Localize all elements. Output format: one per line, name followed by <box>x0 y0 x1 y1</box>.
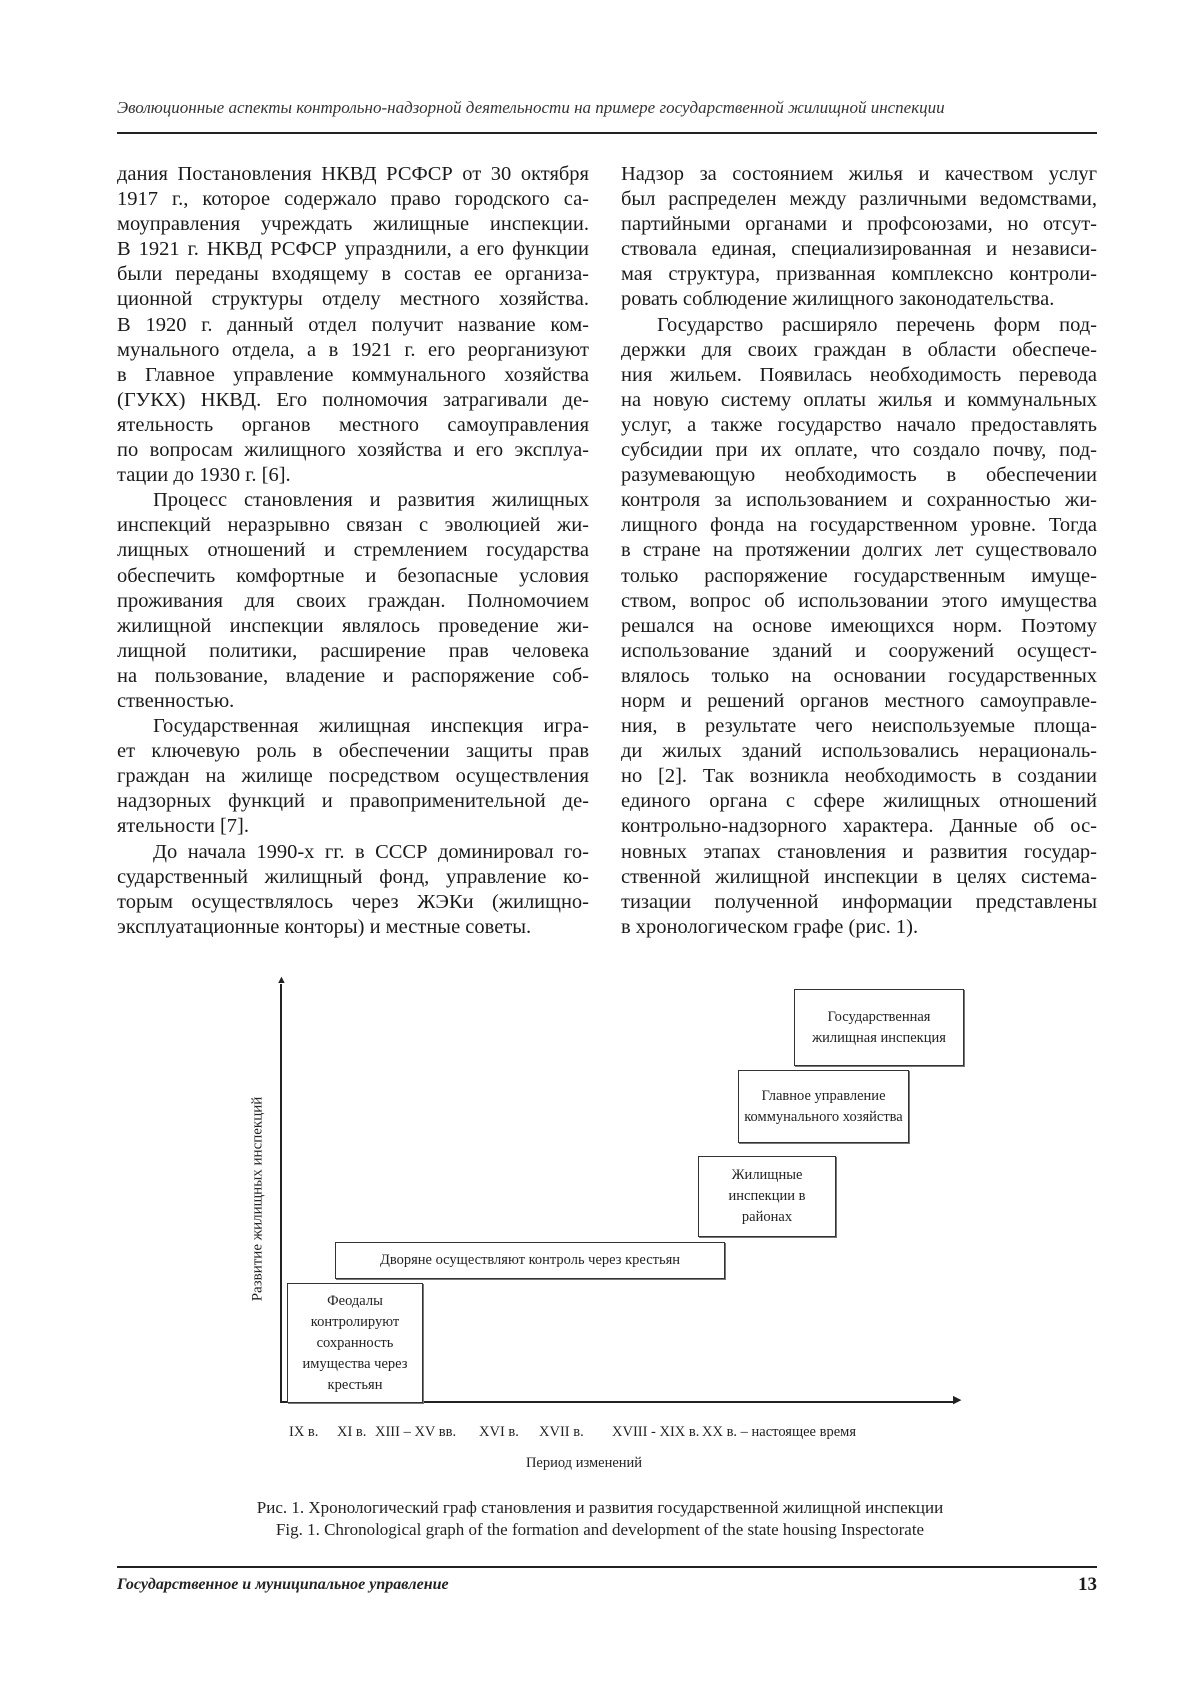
text-line: контрольно-надзорного характера. Данные об ос- <box>621 815 1097 838</box>
text-line: Государство расширяло перечень форм под- <box>657 313 1097 336</box>
x-axis-arrow-icon: ▶ <box>953 1394 962 1406</box>
text-line: торым осуществлялось через ЖЭКи (жилищно- <box>117 890 589 913</box>
text-line: инспекций неразрывно связан с эволюцией жи- <box>117 514 589 537</box>
text-line: разумевающую необходимость в обеспечении <box>621 464 1097 487</box>
text-line: решался на основе имеющихся норм. Поэтому <box>621 614 1097 637</box>
text-line: ционной структуры отделу местного хозяйства. <box>117 288 589 311</box>
stage-box-state-inspection: Государственная жилищная инспекция <box>794 989 964 1066</box>
text-line: был распределен между различными ведомствами, <box>621 188 1097 211</box>
text-line: ятельность органов местного самоуправления <box>117 413 589 436</box>
text-line: в стране на протяжении долгих лет существовало <box>621 539 1097 562</box>
text-line: в хронологическом графе (рис. 1). <box>621 915 919 938</box>
text-line: норм и решений органов местного самоуправле- <box>621 689 1097 712</box>
x-tick-label: XI в. <box>337 1424 367 1440</box>
running-title: Эволюционные аспекты контрольно-надзорной деятельности на примере государственной жилищной инспекции <box>117 98 945 117</box>
text-line: лищных отношений и стремлением государства <box>117 539 589 562</box>
text-line: (ГУКХ) НКВД. Его полномочия затрагивали де- <box>117 388 589 411</box>
text-line: влялось только на основании государственных <box>621 664 1097 687</box>
text-line: партийными органами и профсоюзами, но отсут- <box>621 213 1097 236</box>
paragraph <box>621 313 1097 940</box>
text-line: тизации полученной информации представлены <box>621 890 1097 913</box>
x-tick-label: XVI в. <box>479 1424 519 1440</box>
text-line: обеспечить комфортные и безопасные условия <box>117 564 589 587</box>
figure-caption-ru: Рис. 1. Хронологический граф становления и развития государственной жилищной инспекции <box>256 1498 944 1517</box>
paragraph <box>117 714 589 839</box>
text-line: но [2]. Так возникла необходимость в создании <box>621 765 1097 788</box>
text-line: использование зданий и сооружений осущест- <box>621 639 1097 662</box>
text-line: дания Постановления НКВД РСФСР от 30 октября <box>117 163 589 185</box>
text-line: ровать соблюдение жилищного законодательства. <box>621 288 1055 311</box>
paragraph <box>117 162 589 488</box>
paragraph <box>621 162 1097 313</box>
text-line: ствовала единая, специализированная и независи- <box>621 238 1097 261</box>
text-line: контроля за использованием и сохранностью жи- <box>621 489 1097 512</box>
stage-box-feudal: Феодалы контролируют сохранность имущества через крестьян <box>287 1283 423 1403</box>
text-line: в Главное управление коммунального хозяйства <box>117 363 589 386</box>
figure-caption-en: Fig. 1. Chronological graph of the formation and development of the state housing Inspectorate <box>275 1520 925 1539</box>
text-line: моуправления учреждать жилищные инспекции. <box>117 213 589 236</box>
page-number: 13 <box>1078 1574 1097 1595</box>
paragraph <box>117 840 589 940</box>
text-line: надзорных функций и правоприменительной де- <box>117 790 589 813</box>
paragraph <box>117 488 589 714</box>
text-line: жилищной инспекции являлось проведение жи- <box>117 614 589 637</box>
text-line: проживания для своих граждан. Полномочием <box>117 589 589 612</box>
x-tick-label: XVIII - XIX в. <box>612 1424 700 1440</box>
text-line: услуг, а также государство начало предоставлять <box>621 413 1097 436</box>
text-line: ятельности [7]. <box>117 815 249 838</box>
text-line: единого органа с сфере жилищных отношений <box>621 790 1097 813</box>
text-line: ством, вопрос об использовании этого имущества <box>621 589 1097 612</box>
text-line: были переданы входящему в состав ее организа- <box>117 263 589 286</box>
text-line: ет ключевую роль в обеспечении защиты прав <box>117 740 589 763</box>
text-line: субсидии при их оплате, что создало почву, под- <box>621 439 1097 462</box>
text-line: ственной жилищной инспекции в целях система- <box>621 865 1097 888</box>
text-line: ди жилых зданий использовались нерациональ- <box>621 740 1097 763</box>
x-tick-label: XVII в. <box>539 1424 584 1440</box>
text-line: ния, в результате чего неиспользуемые площа- <box>621 715 1097 738</box>
text-line: новных этапах становления и развития государ- <box>621 840 1097 863</box>
stage-box-district-inspections: Жилищные инспекции в районах <box>698 1156 836 1237</box>
text-line: Процесс становления и развития жилищных <box>153 489 589 512</box>
left-column <box>117 162 589 940</box>
text-line: В 1921 г. НКВД РСФСР упразднили, а его функции <box>117 238 589 261</box>
text-line: на новую систему оплаты жилья и коммунальных <box>621 388 1097 411</box>
text-line: Государственная жилищная инспекция игра- <box>153 715 589 738</box>
text-line: ния жильем. Появилась необходимость перевода <box>621 363 1097 386</box>
text-line: мунального отдела, а в 1921 г. его реорганизуют <box>117 338 589 361</box>
stage-box-nobles: Дворяне осуществляют контроль через крестьян <box>335 1242 725 1279</box>
journal-name: Государственное и муниципальное управление <box>117 1576 449 1593</box>
stage-box-gukh: Главное управление коммунального хозяйства <box>738 1070 909 1143</box>
text-line: лищной политики, расширение прав человека <box>117 639 589 662</box>
text-line: тации до 1930 г. [6]. <box>117 464 291 487</box>
text-line: держки для своих граждан в области обеспече- <box>621 338 1097 361</box>
text-line: на пользование, владение и распоряжение соб- <box>117 664 589 687</box>
header-rule <box>117 132 1097 134</box>
y-axis-label: Развитие жилищных инспекций <box>249 1096 266 1302</box>
text-line: по вопросам жилищного хозяйства и его эксплуа- <box>117 439 589 462</box>
text-line: граждан на жилище посредством осуществления <box>117 765 589 788</box>
text-line: ственностью. <box>117 689 235 712</box>
x-tick-label: XX в. – настоящее время <box>702 1424 856 1440</box>
text-line: лищного фонда на государственном уровне. Тогда <box>621 514 1097 537</box>
text-line: эксплуатационные конторы) и местные советы. <box>117 915 532 938</box>
x-axis-label: Период изменений <box>525 1455 643 1471</box>
text-line: мая структура, призванная комплексно контроли- <box>621 263 1097 286</box>
footer-rule <box>117 1566 1097 1568</box>
x-tick-label: IX в. <box>289 1424 319 1440</box>
right-column <box>621 162 1097 940</box>
y-axis-arrow-icon: ▲ <box>276 974 287 986</box>
text-line: В 1920 г. данный отдел получит название ком- <box>117 313 589 336</box>
x-tick-label: XIII – XV вв. <box>375 1424 457 1440</box>
text-line: Надзор за состоянием жилья и качеством услуг <box>621 163 1097 185</box>
text-line: только распоряжение государственным имуще- <box>621 564 1097 587</box>
text-line: 1917 г., которое содержало право городского са- <box>117 188 589 211</box>
y-axis <box>280 984 282 1402</box>
text-line: сударственный жилищный фонд, управление ко- <box>117 865 589 888</box>
text-line: До начала 1990-х гг. в СССР доминировал го- <box>153 840 589 863</box>
